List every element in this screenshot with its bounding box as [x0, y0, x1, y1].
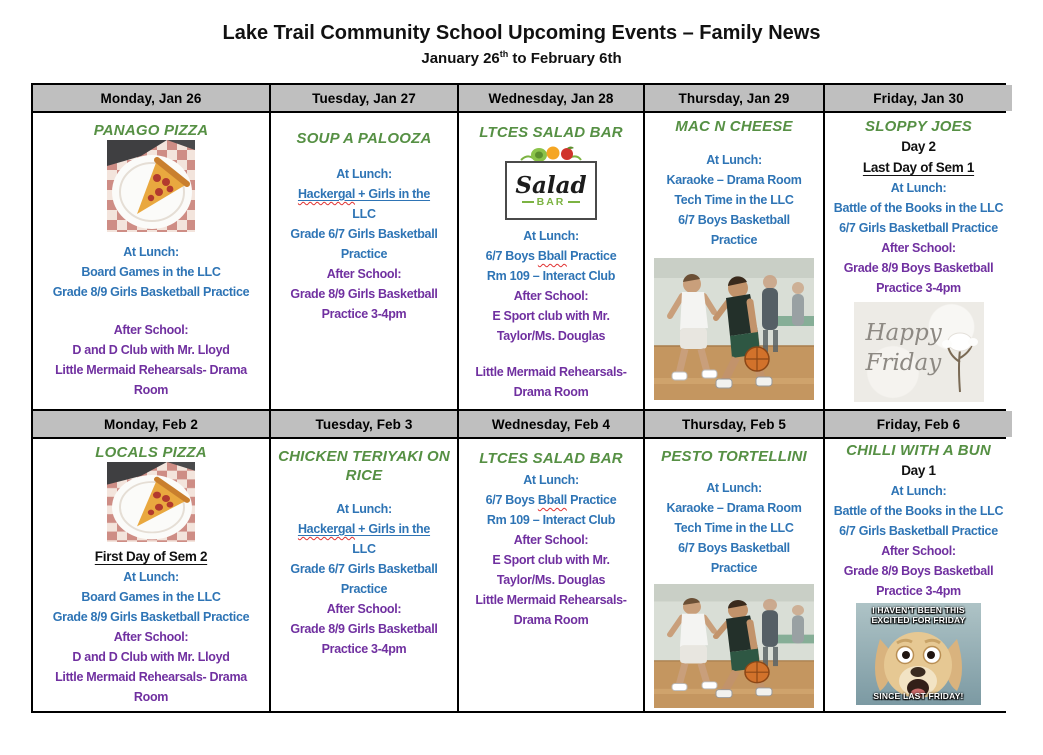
day-cell — [459, 439, 643, 711]
note-line: Day 2 — [901, 139, 936, 154]
after-line: Practice 3-4pm — [876, 584, 961, 598]
after-line: Grade 8/9 Girls Basketball — [290, 622, 438, 636]
after-line: Grade 8/9 Boys Basketball — [843, 261, 994, 275]
menu-title: CHILLI WITH A BUN — [846, 442, 991, 459]
lunch-line: 6/7 Boys Basketball — [678, 213, 790, 227]
lunch-line: Practice — [710, 561, 758, 575]
after-heading-line: After School: — [113, 630, 189, 644]
dog-meme-image — [856, 603, 981, 705]
day-cell — [825, 439, 1012, 711]
lunch-heading-line: At Lunch: — [523, 229, 579, 243]
day-cell — [33, 439, 269, 711]
calendar-table — [31, 83, 1006, 713]
day-header-week2: Thursday, Feb 5 — [645, 411, 823, 437]
after-line: Taylor/Ms. Douglas — [496, 329, 606, 343]
lunch-line: Tech Time in the LLC — [674, 193, 794, 207]
lunch-line: Practice — [710, 233, 758, 247]
menu-title: PESTO TORTELLINI — [661, 448, 807, 465]
after-line: Grade 8/9 Boys Basketball — [843, 564, 994, 578]
lunch-line: Grade 6/7 Girls Basketball — [290, 227, 438, 241]
after-line: E Sport club with Mr. — [492, 309, 610, 323]
after-heading-line: After School: — [113, 323, 189, 337]
day-header-week1: Wednesday, Jan 28 — [459, 85, 643, 111]
happy-friday-text: Happy Friday — [865, 320, 942, 376]
after-heading-line: After School: — [513, 289, 589, 303]
day-header-week2: Tuesday, Feb 3 — [271, 411, 457, 437]
after-line: Drama Room — [513, 385, 589, 399]
pizza-slice-image — [107, 140, 195, 232]
day-header-week2: Wednesday, Feb 4 — [459, 411, 643, 437]
basketball-photo — [654, 258, 814, 400]
menu-title: LTCES SALAD BAR — [479, 124, 623, 141]
subtitle-superscript: th — [499, 49, 509, 59]
lunch-line: Grade 8/9 Girls Basketball Practice — [52, 610, 250, 624]
happy-friday-image — [854, 302, 984, 402]
salad-logo-frame — [505, 161, 597, 220]
after-line: Little Mermaid Rehearsals- Drama — [55, 363, 247, 377]
lunch-line: Rm 109 – Interact Club — [486, 513, 616, 527]
lunch-heading-line: At Lunch: — [706, 481, 762, 495]
lunch-line: Board Games in the LLC — [81, 590, 221, 604]
lunch-line: 6/7 Boys Bball Practice — [485, 493, 617, 507]
menu-title: SOUP A PALOOZA — [296, 130, 432, 147]
after-heading-line: After School: — [326, 267, 402, 281]
pizza-slice-image — [107, 462, 195, 542]
dog-meme-top-caption: I HAVEN'T BEEN THIS EXCITED FOR FRIDAY — [871, 605, 966, 625]
lunch-line: 6/7 Girls Basketball Practice — [839, 221, 998, 235]
after-line: Taylor/Ms. Douglas — [496, 573, 606, 587]
after-line: Room — [133, 690, 169, 704]
day-cell — [825, 113, 1012, 409]
lunch-line: 6/7 Boys Bball Practice — [485, 249, 617, 263]
menu-title: LOCALS PIZZA — [95, 444, 207, 461]
menu-title: SLOPPY JOES — [865, 118, 972, 135]
lunch-line: Hackergal + Girls in the — [297, 187, 431, 201]
day-header-week2: Monday, Feb 2 — [33, 411, 269, 437]
lunch-heading-line: At Lunch: — [523, 473, 579, 487]
dog-meme-bottom-caption: SINCE LAST FRIDAY! — [873, 690, 964, 701]
lunch-line: Rm 109 – Interact Club — [486, 269, 616, 283]
lunch-line: Karaoke – Drama Room — [666, 501, 802, 515]
menu-title: LTCES SALAD BAR — [479, 450, 623, 467]
lunch-line: LLC — [352, 542, 376, 556]
basketball-photo — [654, 584, 814, 708]
day-header-week1: Tuesday, Jan 27 — [271, 85, 457, 111]
subtitle-prefix: January 26 — [421, 50, 500, 67]
lunch-line: Battle of the Books in the LLC — [833, 201, 1004, 215]
after-line: D and D Club with Mr. Lloyd — [72, 650, 230, 664]
lunch-heading-line: At Lunch: — [336, 502, 392, 516]
page-title: Lake Trail Community School Upcoming Events – Family News — [222, 22, 821, 44]
day-header-week1: Thursday, Jan 29 — [645, 85, 823, 111]
after-line: Drama Room — [513, 613, 589, 627]
after-line: Practice 3-4pm — [321, 642, 407, 656]
lunch-line: Hackergal + Girls in the — [297, 522, 431, 536]
misspelled-word: Hackergal — [297, 522, 355, 536]
after-line: Practice 3-4pm — [321, 307, 407, 321]
after-line: Practice 3-4pm — [876, 281, 961, 295]
day-cell — [645, 113, 823, 409]
lunch-heading-line: At Lunch: — [123, 245, 179, 259]
salad-logo-word: Salad — [515, 171, 587, 199]
after-line: E Sport club with Mr. — [492, 553, 610, 567]
lunch-line: Battle of the Books in the LLC — [833, 504, 1004, 518]
day-header-week1: Monday, Jan 26 — [33, 85, 269, 111]
menu-title: MAC N CHEESE — [675, 118, 793, 135]
day-cell — [645, 439, 823, 711]
lunch-line: Tech Time in the LLC — [674, 521, 794, 535]
subtitle-suffix: to February 6th — [508, 50, 622, 67]
misspelled-word: Bball — [537, 493, 567, 507]
page-subtitle — [0, 49, 1043, 67]
lunch-line: Practice — [340, 247, 388, 261]
misspelled-word: Hackergal — [297, 187, 355, 201]
after-heading-line: After School: — [326, 602, 402, 616]
after-line: Little Mermaid Rehearsals- — [475, 593, 627, 607]
lunch-line: Practice — [340, 582, 388, 596]
after-line: Little Mermaid Rehearsals- — [475, 365, 627, 379]
lunch-line: 6/7 Boys Basketball — [678, 541, 790, 555]
lunch-heading-line: At Lunch: — [123, 570, 179, 584]
note-underline-line: First Day of Sem 2 — [94, 549, 208, 564]
lunch-heading-line: At Lunch: — [706, 153, 762, 167]
after-line: Grade 8/9 Girls Basketball — [290, 287, 438, 301]
lunch-line: LLC — [352, 207, 376, 221]
lunch-heading-line: At Lunch: — [890, 181, 947, 195]
day-header-week1: Friday, Jan 30 — [825, 85, 1012, 111]
after-line: Room — [133, 383, 169, 397]
lunch-heading-line: At Lunch: — [890, 484, 947, 498]
note-underline-line: Last Day of Sem 1 — [862, 160, 975, 175]
after-heading-line: After School: — [881, 544, 956, 558]
menu-title: CHICKEN TERIYAKI ON RICE — [278, 448, 450, 484]
after-heading-line: After School: — [881, 241, 956, 255]
lunch-line: Karaoke – Drama Room — [666, 173, 802, 187]
lunch-line: Grade 6/7 Girls Basketball — [290, 562, 438, 576]
after-line: D and D Club with Mr. Lloyd — [72, 343, 230, 357]
note-line: Day 1 — [901, 463, 936, 478]
after-line: Little Mermaid Rehearsals- Drama — [55, 670, 247, 684]
lunch-line: Board Games in the LLC — [81, 265, 221, 279]
menu-title: PANAGO PIZZA — [93, 122, 209, 139]
misspelled-word: Bball — [537, 249, 567, 263]
salad-bar-logo — [501, 146, 601, 220]
salad-logo-bar: BAR — [522, 197, 581, 208]
day-header-week2: Friday, Feb 6 — [825, 411, 1012, 437]
day-cell — [459, 113, 643, 409]
day-cell — [33, 113, 269, 409]
day-cell — [271, 439, 457, 711]
lunch-line: Grade 8/9 Girls Basketball Practice — [52, 285, 250, 299]
after-heading-line: After School: — [513, 533, 589, 547]
lunch-line: 6/7 Girls Basketball Practice — [839, 524, 998, 538]
day-cell — [271, 113, 457, 409]
lunch-heading-line: At Lunch: — [336, 167, 392, 181]
